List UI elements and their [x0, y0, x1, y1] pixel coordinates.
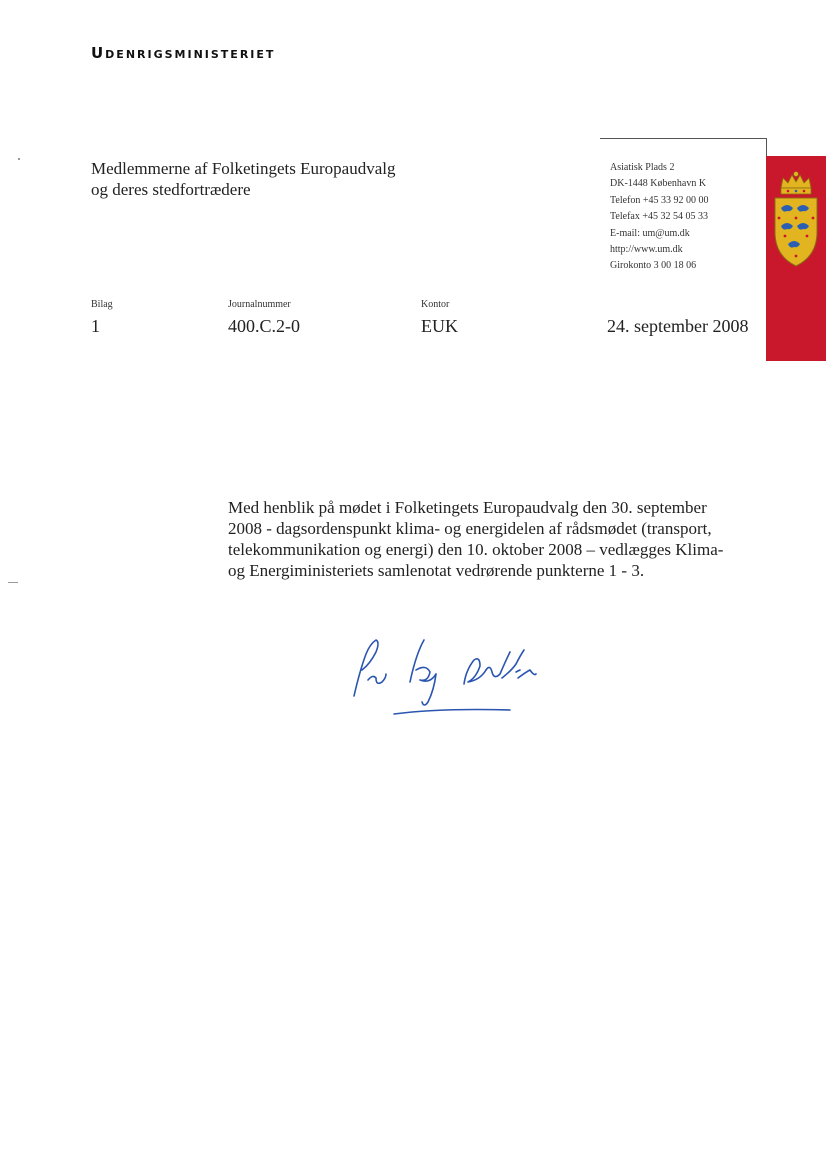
fold-mark — [8, 582, 18, 583]
sender-email: E-mail: um@um.dk — [610, 227, 690, 239]
sender-giro: Girokonto 3 00 18 06 — [610, 260, 697, 272]
sender-divider-vertical — [766, 138, 767, 156]
body-line-4: og Energiministeriets samlenotat vedrørende punkterne 1 - 3. — [228, 561, 645, 580]
recipient-block — [91, 158, 396, 200]
kontor-label: Kontor — [421, 299, 450, 310]
bilag-value: 1 — [91, 316, 100, 336]
journal-label: Journalnummer — [228, 299, 291, 310]
sender-fax: Telefax +45 32 54 05 33 — [610, 211, 708, 223]
danish-coat-of-arms-icon — [771, 170, 821, 272]
sender-street: Asiatisk Plads 2 — [610, 162, 675, 173]
recipient-line-1: Medlemmerne af Folketingets Europaudvalg — [91, 159, 396, 178]
body-line-3: telekommunikation og energi) den 10. oktober 2008 – vedlægges Klima- — [228, 540, 724, 559]
sender-city: DK-1448 København K — [610, 178, 707, 190]
signature-image — [340, 630, 560, 730]
bilag-label: Bilag — [91, 299, 113, 310]
letter-date: 24. september 2008 — [607, 316, 749, 336]
sender-website: http://www.um.dk — [610, 244, 683, 256]
sender-divider — [600, 138, 766, 139]
margin-mark — [18, 158, 20, 160]
body-line-2: 2008 - dagsordenspunkt klima- og energidelen af rådsmødet (transport, — [228, 519, 712, 538]
kontor-value: EUK — [421, 316, 458, 336]
letter-body — [228, 497, 758, 581]
sender-address-block — [610, 160, 709, 275]
body-line-1: Med henblik på mødet i Folketingets Europaudvalg den 30. september — [228, 498, 707, 517]
journal-value: 400.C.2-0 — [228, 316, 300, 336]
recipient-line-2: og deres stedfortrædere — [91, 180, 251, 199]
sender-phone: Telefon +45 33 92 00 00 — [610, 194, 709, 206]
ministry-name: Udenrigsministeriet — [91, 44, 276, 62]
